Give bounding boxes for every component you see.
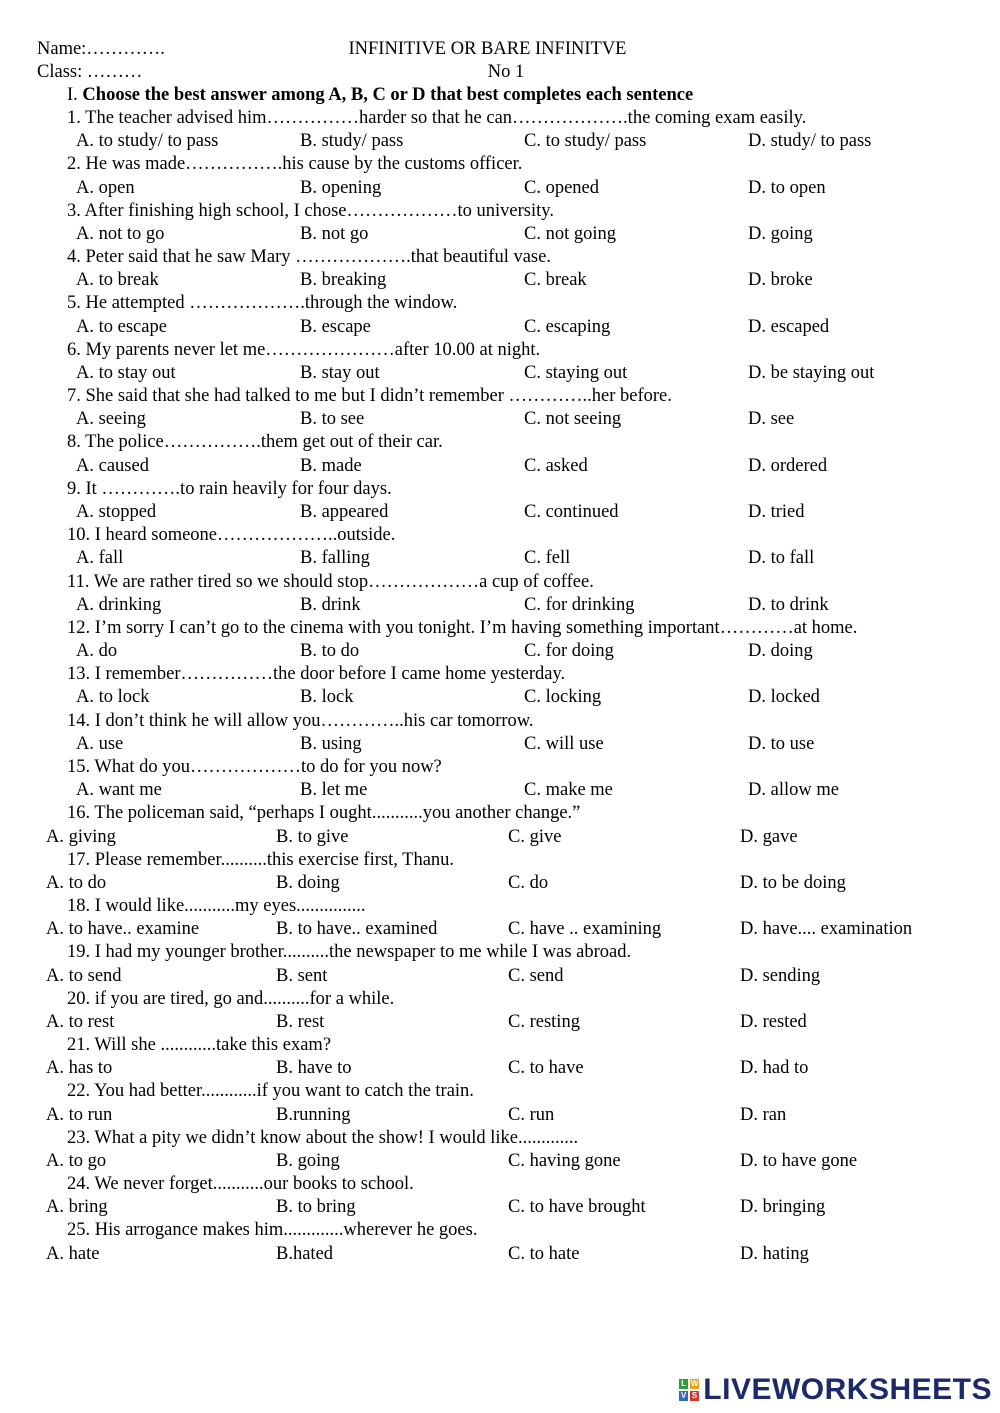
answer-option[interactable]: A. not to go bbox=[76, 223, 165, 244]
question-text: 15. What do you………………to do for you now? bbox=[67, 756, 442, 777]
logo-mark-letter: W bbox=[690, 1379, 699, 1388]
answer-option[interactable]: B. drink bbox=[300, 594, 361, 615]
answer-option[interactable]: D. going bbox=[748, 223, 813, 244]
question-text: 3. After finishing high school, I chose………………to university. bbox=[67, 200, 554, 221]
answer-option[interactable]: C. staying out bbox=[524, 362, 628, 383]
answer-option[interactable]: B. falling bbox=[300, 548, 370, 569]
question-text: 24. We never forget...........our books to school. bbox=[67, 1174, 414, 1194]
section-instruction: Choose the best answer among A, B, C or D that best completes each sentence bbox=[82, 85, 694, 105]
logo-text: LIVEWORKSHEETS bbox=[703, 1373, 992, 1406]
answer-option[interactable]: B. study/ pass bbox=[300, 131, 404, 152]
answer-option[interactable]: B. to see bbox=[300, 409, 365, 430]
answer-option[interactable]: D. study/ to pass bbox=[748, 131, 872, 152]
answer-option[interactable]: D. had to bbox=[740, 1058, 809, 1079]
answer-option[interactable]: D. allow me bbox=[748, 780, 839, 801]
answer-option[interactable]: A. to send bbox=[46, 965, 122, 986]
answer-option[interactable]: B.hated bbox=[276, 1243, 334, 1264]
question-text: 10. I heard someone………………..outside. bbox=[67, 525, 396, 546]
question-text: 2. He was made…………….his cause by the customs officer. bbox=[67, 154, 523, 175]
answer-option[interactable]: C. have .. examining bbox=[508, 919, 662, 940]
answer-option[interactable]: D. to drink bbox=[748, 594, 829, 615]
question-text: 9. It ………….to rain heavily for four days. bbox=[67, 478, 392, 499]
answer-option[interactable]: C. to have bbox=[508, 1058, 584, 1079]
question-text: 17. Please remember..........this exercise first, Thanu. bbox=[67, 849, 455, 870]
liveworksheets-logo bbox=[679, 1373, 992, 1407]
answer-option[interactable]: D. tried bbox=[748, 502, 805, 522]
question-text: 22. You had better............if you want to catch the train. bbox=[67, 1081, 474, 1102]
name-label: Name:…………. bbox=[37, 39, 165, 59]
answer-option[interactable]: C. continued bbox=[524, 502, 619, 522]
answer-option[interactable]: C. escaping bbox=[524, 316, 611, 337]
answer-option[interactable]: D. to have gone bbox=[740, 1150, 858, 1171]
answer-option[interactable]: D. to fall bbox=[748, 548, 815, 569]
question-text: 20. if you are tired, go and..........for a while. bbox=[67, 988, 395, 1009]
answer-option[interactable]: D. doing bbox=[748, 641, 813, 662]
answer-option[interactable]: C. to have brought bbox=[508, 1197, 646, 1218]
answer-option[interactable]: A. to do bbox=[46, 872, 107, 893]
answer-option[interactable]: D. rested bbox=[740, 1011, 807, 1032]
answer-option[interactable]: B. sent bbox=[276, 965, 328, 986]
question-text: 19. I had my younger brother..........the newspaper to me while I was abroad. bbox=[67, 942, 632, 963]
answer-option[interactable]: C. send bbox=[508, 965, 564, 986]
logo-mark-letter: L bbox=[681, 1379, 687, 1388]
answer-option[interactable]: C. having gone bbox=[508, 1150, 621, 1171]
answer-option[interactable]: C. will use bbox=[524, 733, 604, 754]
answer-option[interactable]: B.running bbox=[276, 1104, 351, 1125]
answer-option[interactable]: A. bring bbox=[46, 1197, 108, 1218]
answer-option[interactable]: A. caused bbox=[76, 455, 149, 476]
answer-option[interactable]: A. fall bbox=[76, 548, 124, 569]
question-text: 11. We are rather tired so we should stop………………a cup of coffee. bbox=[67, 571, 594, 592]
answer-option[interactable]: B. doing bbox=[276, 872, 340, 893]
answer-option[interactable]: A. to study/ to pass bbox=[76, 131, 219, 152]
answer-option[interactable]: A. to run bbox=[46, 1104, 113, 1125]
answer-option[interactable]: B. going bbox=[276, 1150, 340, 1171]
answer-option[interactable]: A. drinking bbox=[76, 594, 162, 615]
answer-option[interactable]: A. stopped bbox=[76, 502, 157, 522]
section-heading bbox=[67, 84, 693, 106]
worksheet-number: No 1 bbox=[487, 62, 525, 82]
question-text: 12. I’m sorry I can’t go to the cinema with you tonight. I’m having something important…………at home. bbox=[67, 617, 858, 638]
question-text: 8. The police…………….them get out of their car. bbox=[67, 432, 443, 453]
answer-option[interactable]: D. broke bbox=[748, 270, 813, 291]
section-number: I. bbox=[67, 85, 78, 105]
logo-mark-letter: V bbox=[680, 1391, 687, 1400]
answer-option[interactable]: B. not go bbox=[300, 223, 369, 244]
question-text: 21. Will she ............take this exam? bbox=[67, 1035, 332, 1055]
answer-option[interactable]: D. gave bbox=[740, 826, 798, 847]
answer-option[interactable]: B. using bbox=[300, 733, 362, 754]
question-text: 18. I would like...........my eyes............... bbox=[67, 896, 366, 916]
question-text: 1. The teacher advised him……………harder so that he can……………….the coming exam easily. bbox=[67, 108, 807, 128]
worksheet-title: INFINITIVE OR BARE INFINITVE bbox=[348, 39, 627, 59]
answer-option[interactable]: C. make me bbox=[524, 780, 613, 801]
answer-option[interactable]: D. bringing bbox=[740, 1197, 826, 1218]
answer-option[interactable]: D. to open bbox=[748, 177, 826, 198]
class-label: Class: ……… bbox=[37, 62, 143, 82]
question-text: 7. She said that she had talked to me but I didn’t remember …………..her before. bbox=[67, 386, 672, 407]
answer-option[interactable]: D. have.... examination bbox=[740, 919, 913, 940]
answer-option[interactable]: B. breaking bbox=[300, 270, 387, 291]
question-text: 5. He attempted ……………….through the window. bbox=[67, 293, 458, 314]
answer-option[interactable]: A. giving bbox=[46, 826, 116, 847]
answer-option[interactable]: B. escape bbox=[300, 316, 371, 337]
answer-option[interactable]: B. made bbox=[300, 455, 362, 476]
answer-option[interactable]: A. to break bbox=[76, 270, 159, 291]
answer-option[interactable]: A. use bbox=[76, 733, 124, 754]
logo-mark-letter: S bbox=[691, 1391, 698, 1400]
answer-option[interactable]: A. open bbox=[76, 177, 135, 198]
answer-option[interactable]: D. see bbox=[748, 409, 795, 430]
answer-option[interactable]: D. locked bbox=[748, 687, 820, 708]
answer-option[interactable]: B. appeared bbox=[300, 502, 389, 522]
answer-option[interactable]: C. break bbox=[524, 270, 587, 291]
question-text: 25. His arrogance makes him.............wherever he goes. bbox=[67, 1220, 478, 1241]
answer-option[interactable]: A. seeing bbox=[76, 409, 146, 430]
answer-option[interactable]: C. to study/ pass bbox=[524, 131, 647, 152]
answer-option[interactable]: C. asked bbox=[524, 455, 588, 476]
answer-option[interactable]: A. hate bbox=[46, 1243, 100, 1264]
answer-option[interactable]: C. run bbox=[508, 1104, 555, 1125]
answer-option[interactable]: A. want me bbox=[76, 780, 162, 801]
answer-option[interactable]: C. not going bbox=[524, 223, 616, 244]
answer-option[interactable]: B. lock bbox=[300, 687, 354, 708]
answer-option[interactable]: B. rest bbox=[276, 1011, 325, 1032]
question-text: 23. What a pity we didn’t know about the show! I would like............. bbox=[67, 1127, 579, 1148]
question-text: 14. I don’t think he will allow you…………..his car tomorrow. bbox=[67, 710, 534, 731]
answer-option[interactable]: C. fell bbox=[524, 548, 571, 569]
question-text: 16. The policeman said, “perhaps I ought...........you another change.” bbox=[67, 803, 581, 824]
question-text: 6. My parents never let me…………………after 10.00 at night. bbox=[67, 339, 541, 360]
answer-option[interactable]: D. ordered bbox=[748, 455, 828, 476]
answer-option[interactable]: B. to have.. examined bbox=[276, 919, 438, 940]
liveworksheets-logo-icon bbox=[679, 1379, 699, 1401]
answer-option[interactable]: B. to bring bbox=[276, 1197, 356, 1218]
answer-option[interactable]: A. to go bbox=[46, 1150, 107, 1171]
answer-option[interactable]: A. to escape bbox=[76, 316, 167, 337]
answer-option[interactable]: A. to rest bbox=[46, 1011, 115, 1032]
question-text: 4. Peter said that he saw Mary ……………….that beautiful vase. bbox=[67, 247, 551, 268]
answer-option[interactable]: D. sending bbox=[740, 965, 821, 986]
answer-option[interactable]: A. to lock bbox=[76, 687, 150, 708]
answer-option[interactable]: C. to hate bbox=[508, 1243, 580, 1264]
answer-option[interactable]: A. to have.. examine bbox=[46, 919, 200, 940]
answer-option[interactable]: C. give bbox=[508, 826, 562, 847]
answer-option[interactable]: D. hating bbox=[740, 1243, 809, 1264]
answer-option[interactable]: C. for drinking bbox=[524, 594, 635, 615]
answer-option[interactable]: B. have to bbox=[276, 1058, 352, 1079]
answer-option[interactable]: B. to give bbox=[276, 826, 349, 847]
answer-option[interactable]: A. has to bbox=[46, 1058, 113, 1079]
answer-option[interactable]: B. stay out bbox=[300, 362, 380, 383]
answer-option[interactable]: C. for doing bbox=[524, 641, 614, 662]
answer-option[interactable]: D. to use bbox=[748, 733, 815, 754]
answer-option[interactable]: D. escaped bbox=[748, 316, 830, 337]
answer-option[interactable]: D. to be doing bbox=[740, 872, 846, 893]
answer-option[interactable]: C. not seeing bbox=[524, 409, 622, 430]
answer-option[interactable]: C. opened bbox=[524, 177, 600, 198]
answer-option[interactable]: B. let me bbox=[300, 780, 368, 801]
answer-option[interactable]: D. ran bbox=[740, 1104, 787, 1125]
question-text: 13. I remember……………the door before I came home yesterday. bbox=[67, 664, 566, 685]
answer-option[interactable]: C. locking bbox=[524, 687, 602, 708]
answer-option[interactable]: D. be staying out bbox=[748, 362, 875, 383]
answer-option[interactable]: B. to do bbox=[300, 641, 360, 662]
answer-option[interactable]: B. opening bbox=[300, 177, 382, 198]
answer-option[interactable]: C. resting bbox=[508, 1011, 580, 1032]
answer-option[interactable]: A. to stay out bbox=[76, 362, 176, 383]
answer-option[interactable]: A. do bbox=[76, 641, 118, 662]
answer-option[interactable]: C. do bbox=[508, 872, 549, 893]
